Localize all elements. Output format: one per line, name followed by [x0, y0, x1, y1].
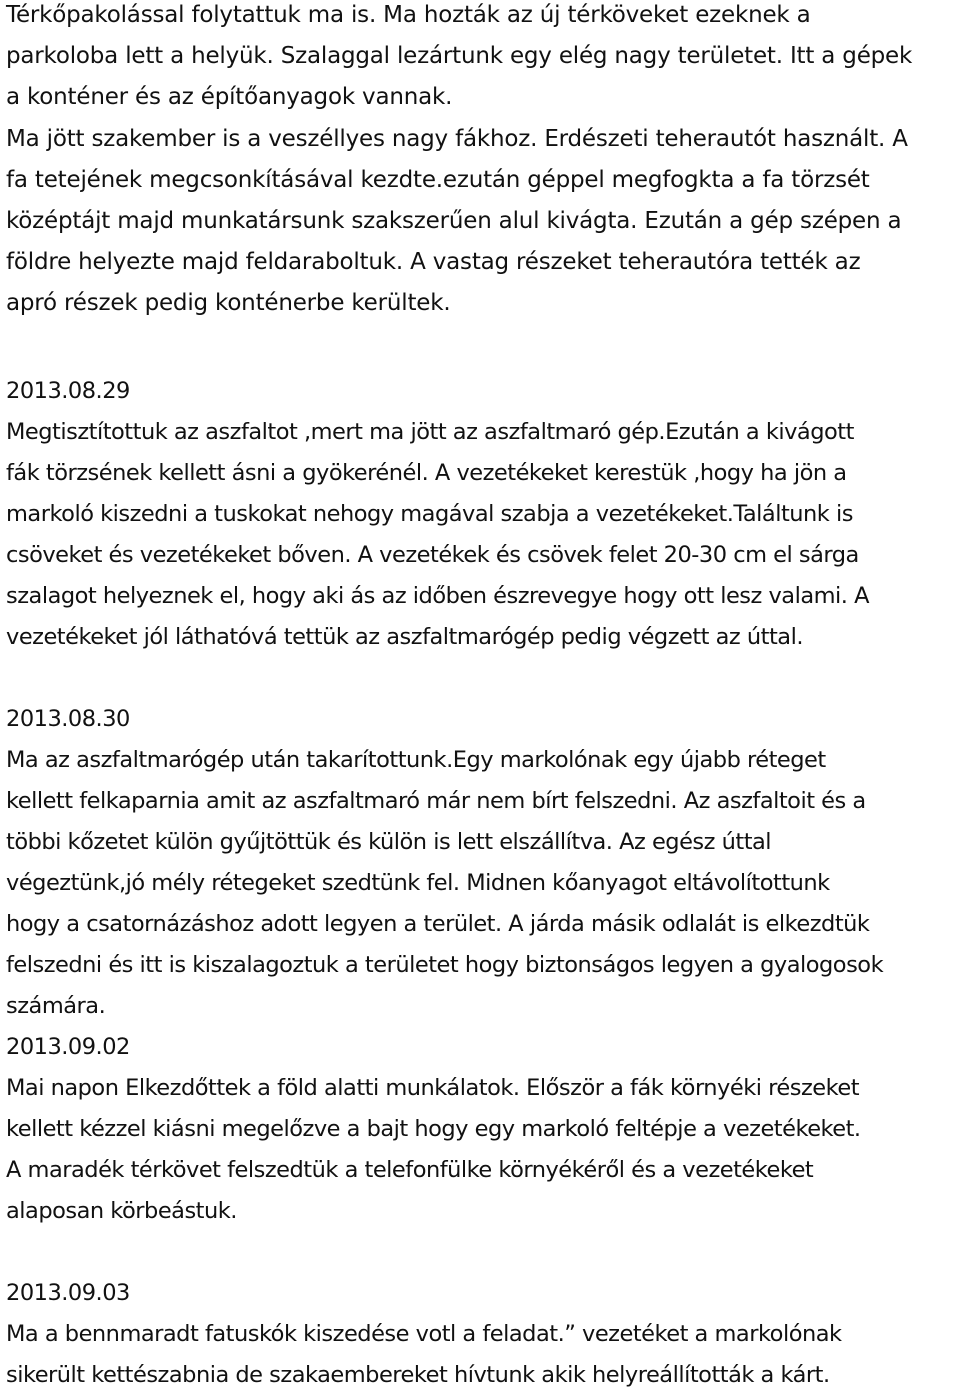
intro-line: középtájt majd munkatársunk szakszerűen alul kivágta. Ezután a gép szépen a	[6, 207, 902, 234]
entry-line: szalagot helyeznek el, hogy aki ás az időben észrevegye hogy ott lesz valami. A	[6, 582, 869, 609]
intro-line: földre helyezte majd feldaraboltuk. A vastag részeket teherautóra tették az	[6, 249, 861, 276]
entry-line: sikerült kettészabnia de szakaembereket hívtunk akik helyreállították a kárt.	[6, 1361, 830, 1388]
intro-line: apró részek pedig konténerbe kerültek.	[6, 290, 451, 317]
entry-line: hogy a csatornázáshoz adott legyen a terület. A járda másik odlalát is elkezdtük	[6, 910, 870, 937]
intro-line: Ma jött szakember is a veszéllyes nagy fákhoz. Erdészeti teherautót használt. A	[6, 125, 908, 152]
entry-date: 2013.09.03	[6, 1279, 130, 1306]
entry-line: Ma az aszfaltmarógép után takarítottunk.Egy markolónak egy újabb réteget	[6, 746, 826, 773]
entry-line: Megtisztítottuk az aszfaltot ,mert ma jött az aszfaltmaró gép.Ezután a kivágott	[6, 418, 854, 445]
entry-line: A maradék térkövet felszedtük a telefonfülke környékéről és a vezetékeket	[6, 1156, 814, 1183]
entry-date: 2013.08.29	[6, 377, 130, 404]
entry-2013-08-30	[6, 699, 956, 1027]
entry-line: Mai napon Elkezdőttek a föld alatti munkálatok. Először a fák környéki részeket	[6, 1074, 860, 1101]
entry-2013-09-03	[6, 1273, 956, 1396]
entry-2013-09-02	[6, 1027, 956, 1232]
entry-line: markoló kiszedni a tuskokat nehogy magával szabja a vezetékeket.Találtunk is	[6, 500, 853, 527]
entry-line: felszedni és itt is kiszalagoztuk a területet hogy biztonságos legyen a gyalogosok	[6, 951, 884, 978]
spacer	[6, 330, 956, 371]
intro-line: Térkőpakolással folytattuk ma is. Ma hozták az új térköveket ezeknek a	[6, 2, 811, 28]
spacer	[6, 1232, 956, 1273]
intro-line: parkoloba lett a helyük. Szalaggal lezártunk egy elég nagy területet. Itt a gépek	[6, 43, 913, 70]
entry-line: Ma a bennmaradt fatuskók kiszedése votl a feladat.” vezetéket a markolónak	[6, 1320, 842, 1347]
entry-line: vezetékeket jól láthatóvá tettük az aszfaltmarógép pedig végzett az úttal.	[6, 623, 803, 650]
intro-line: fa tetejének megcsonkításával kezdte.ezután géppel megfogkta a fa törzsét	[6, 166, 870, 193]
entry-line: számára.	[6, 992, 106, 1019]
entry-line: végeztünk,jó mély rétegeket szedtünk fel. Midnen kőanyagot eltávolítottunk	[6, 869, 830, 896]
entry-line: csöveket és vezetékeket bőven. A vezetékek és csövek felet 20-30 cm el sárga	[6, 541, 859, 568]
entry-line: alaposan körbeástuk.	[6, 1197, 237, 1224]
intro-paragraph	[6, 0, 956, 330]
document-page	[6, 0, 956, 1396]
entry-2013-08-29	[6, 371, 956, 658]
entry-line: többi kőzetet külön gyűjtöttük és külön is lett elszállítva. Az egész úttal	[6, 828, 772, 855]
spacer	[6, 658, 956, 699]
entry-date: 2013.09.02	[6, 1033, 130, 1060]
intro-line: a konténer és az építőanyagok vannak.	[6, 84, 453, 111]
entry-line: fák törzsének kellett ásni a gyökerénél. A vezetékeket kerestük ,hogy ha jön a	[6, 459, 847, 486]
entry-line: kellett kézzel kiásni megelőzve a bajt hogy egy markoló feltépje a vezetékeket.	[6, 1115, 861, 1142]
entry-line: kellett felkaparnia amit az aszfaltmaró már nem bírt felszedni. Az aszfaltoit és a	[6, 787, 866, 814]
entry-date: 2013.08.30	[6, 705, 130, 732]
